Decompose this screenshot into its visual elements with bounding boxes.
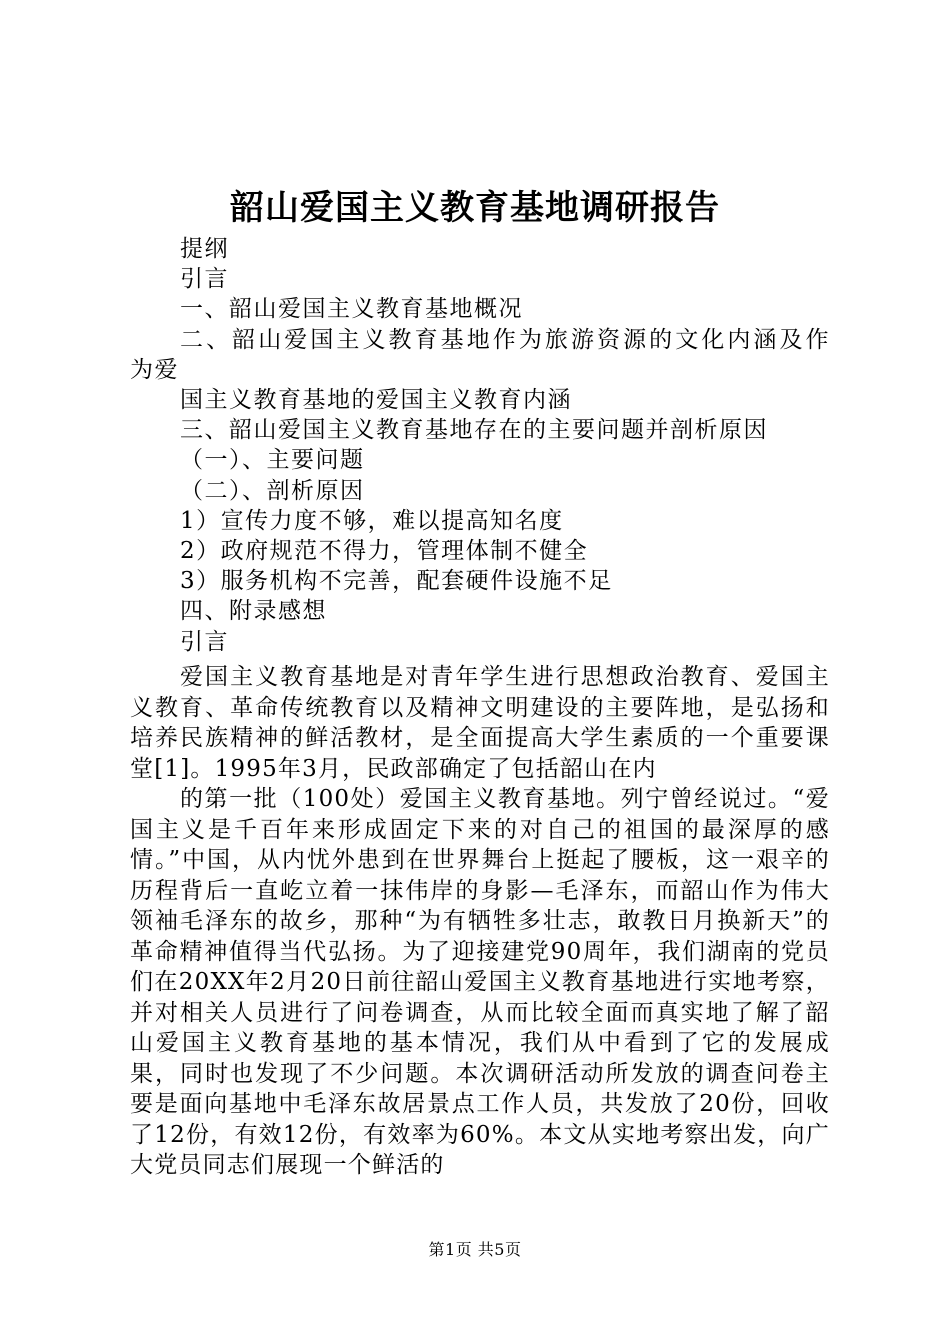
outline-item-1: 一、韶山爱国主义教育基地概况 (180, 296, 523, 323)
outline-item-2-line-1: 二、韶山爱国主义教育基地作为旅游资源的文化内涵及作 (180, 326, 830, 353)
outline-item-4: 四、附录感想 (180, 598, 327, 625)
outline-subitem-1: （一）、主要问题 (180, 447, 365, 474)
document-title: 韶山爱国主义教育基地调研报告 (230, 188, 720, 228)
outline-point-3: 3）服务机构不完善，配套硬件设施不足 (180, 568, 613, 595)
page-footer: 第1页 共5页 (428, 1240, 522, 1259)
outline-point-1: 1）宣传力度不够，难以提高知名度 (180, 507, 564, 534)
outline-point-2: 2）政府规范不得力，管理体制不健全 (180, 538, 589, 565)
outline-item-3: 三、韶山爱国主义教育基地存在的主要问题并剖析原因 (180, 417, 768, 444)
outline-item-intro: 引言 (180, 266, 229, 293)
section-heading-intro: 引言 (180, 628, 229, 655)
outline-item-2-continued: 国主义教育基地的爱国主义教育内涵 (180, 387, 572, 414)
outline-subitem-2: （二）、剖析原因 (180, 477, 365, 504)
paragraph-2: 的第一批（100处）爱国主义教育基地。列宁曾经说过。“爱国主义是千百年来形成固定下来的对自己的祖国的最深厚的感情。”中国，从内忧外患到在世界舞台上挺起了腰板，这一艰辛的历程背后一直屹立着一抹伟岸的身影—毛泽东，而韶山作为伟大领袖毛泽东的故乡，那种“为有牺牲多壮志，敢教日月换新天”的革命精神值得当代弘扬。为了迎接建党90周年，我们湖南的党员们在20XX年2月20日前往韶山爱国主义教育基地进行实地考察，并对相关人员进行了问卷调查，从而比较全面而真实地了解了韶山爱国主义教育基地的基本情况，我们从中看到了它的发展成果，同时也发现了不少问题。本次调研活动所发放的调查问卷主要是面向基地中毛泽东故居景点工作人员，共发放了20份，回收了12份，有效12份，有效率为60%。本文从实地考察出发，向广大党员同志们展现一个鲜活的 (130, 786, 830, 1178)
outline-item-2-line-2: 为爱 (130, 356, 179, 383)
body-text (130, 662, 830, 1181)
outline-section (130, 234, 830, 657)
paragraph-1: 爱国主义教育基地是对青年学生进行思想政治教育、爱国主义教育、革命传统教育以及精神文明建设的主要阵地，是弘扬和培养民族精神的鲜活教材，是全面提高大学生素质的一个重要课堂[1]。1995年3月，民政部确定了包括韶山在内 (130, 664, 830, 782)
outline-heading: 提纲 (180, 236, 229, 262)
